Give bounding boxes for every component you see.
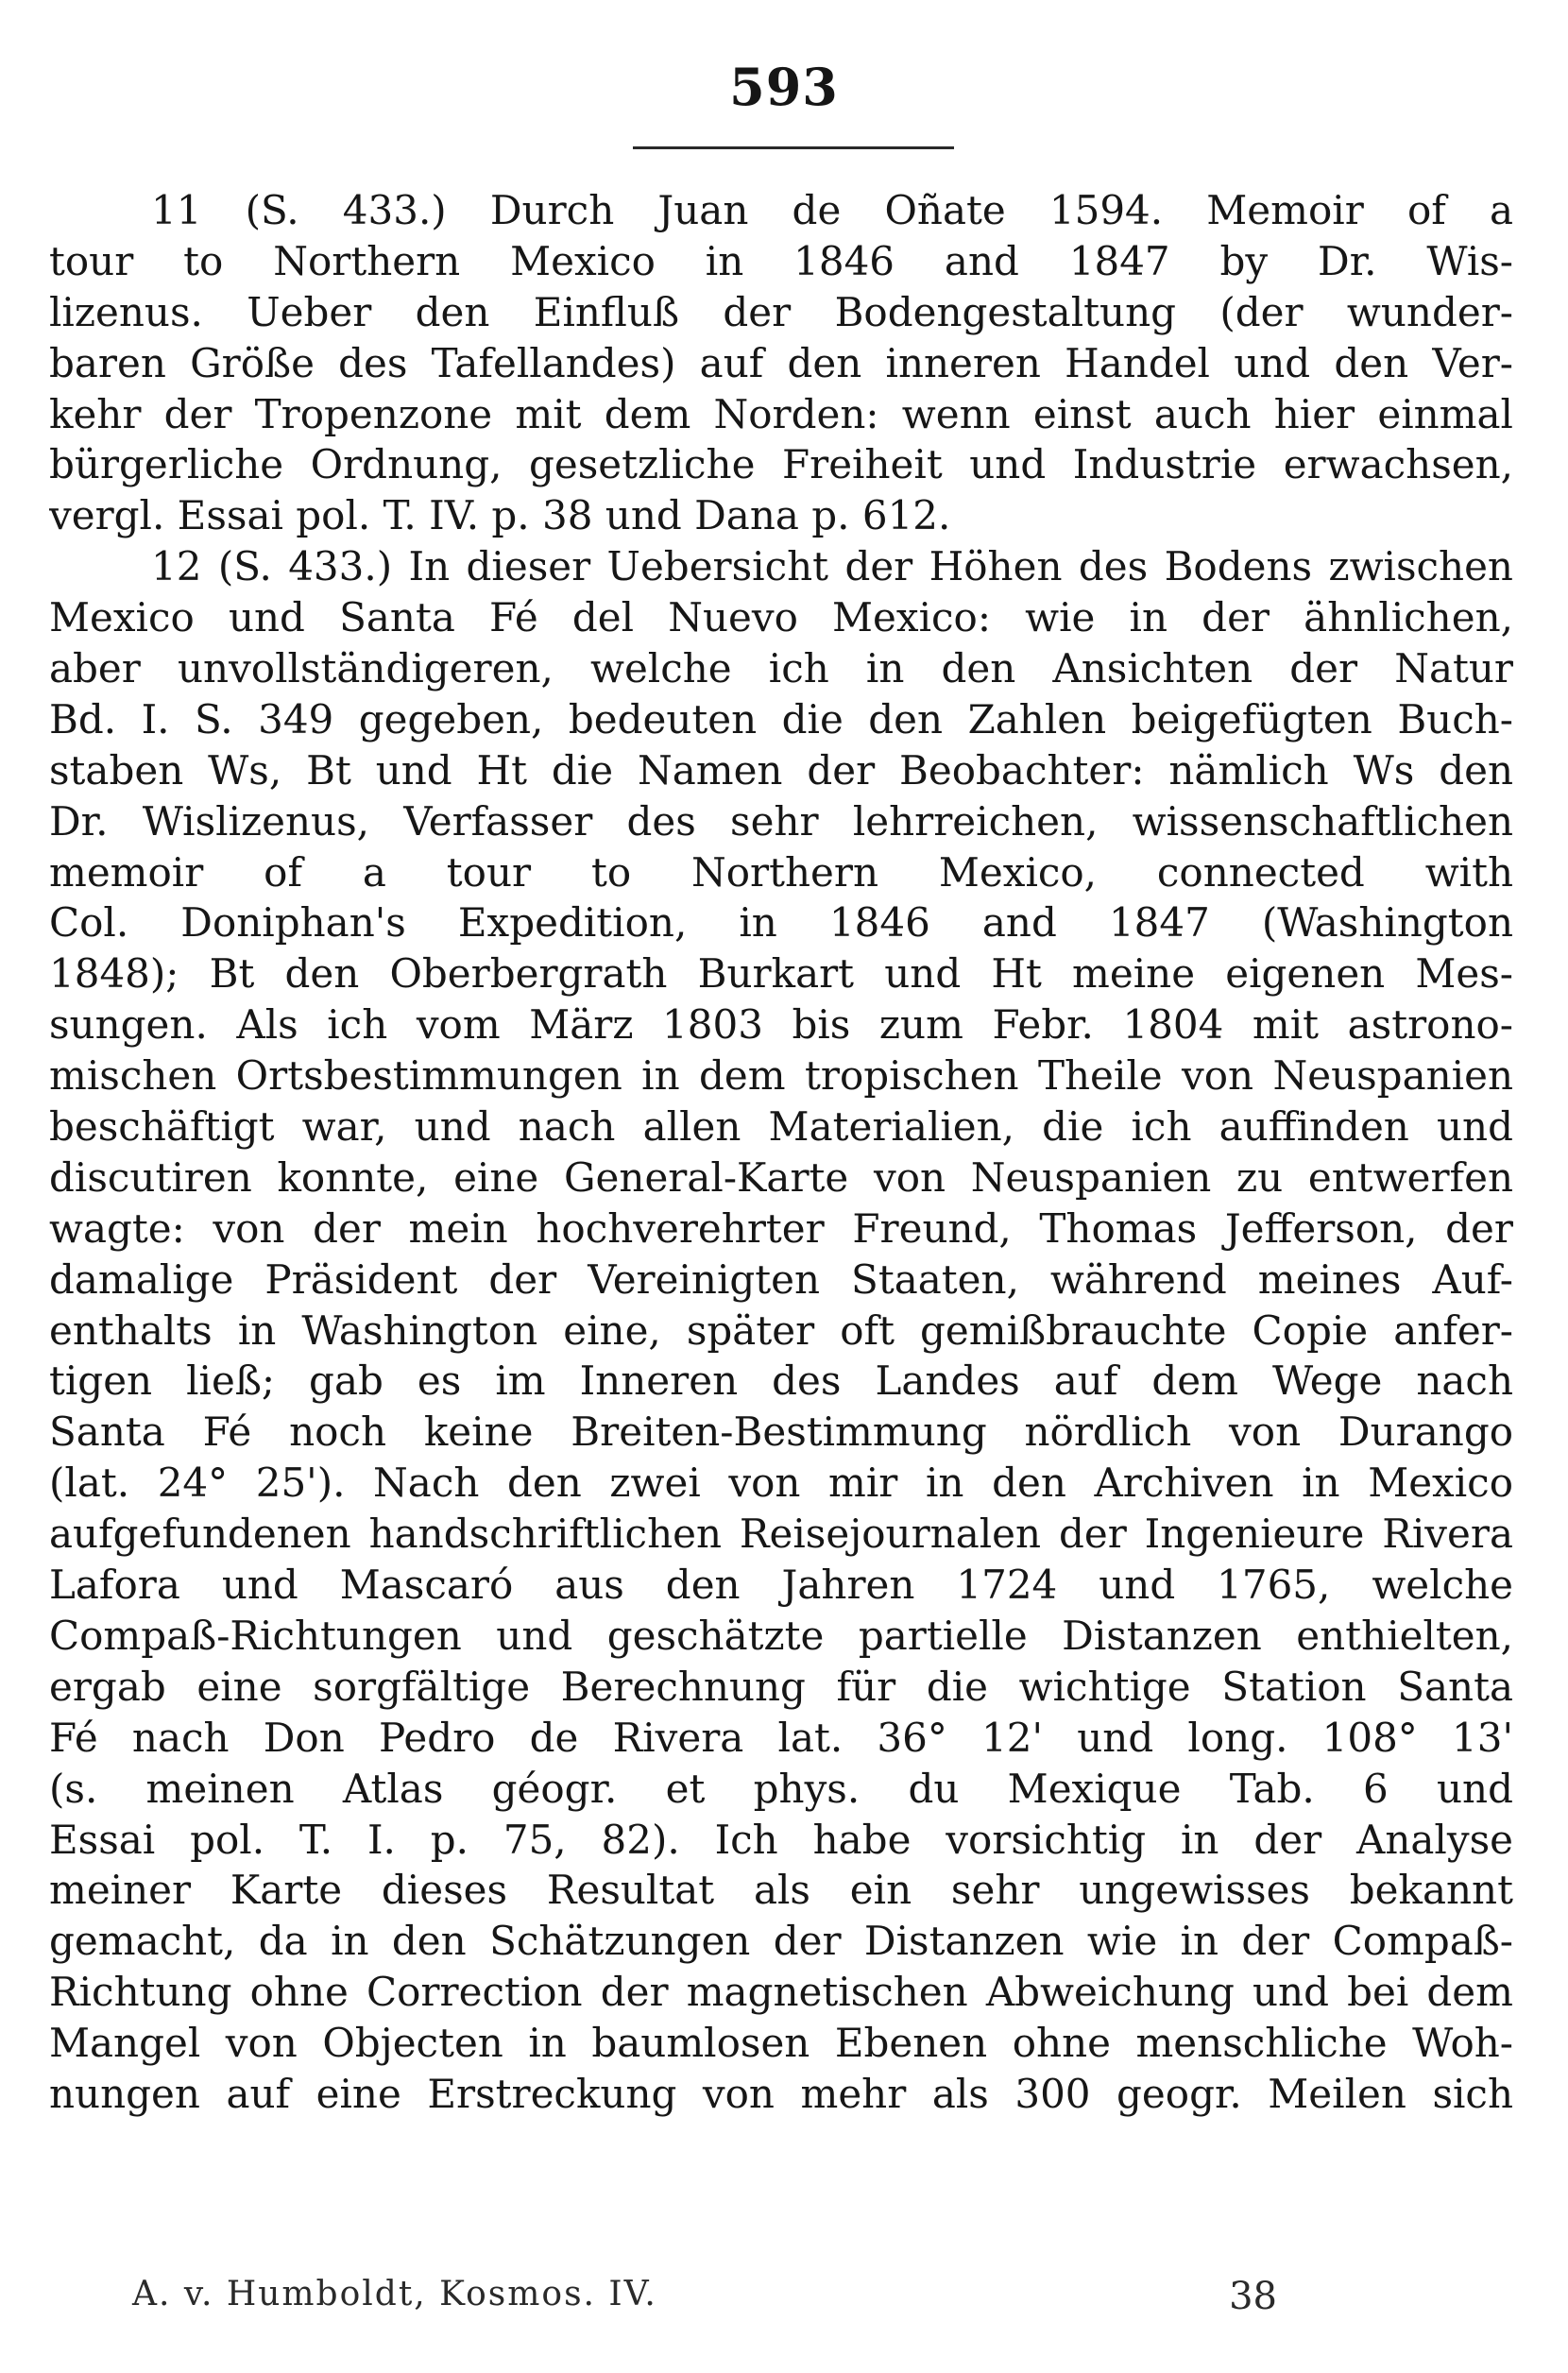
- text-line: meiner Karte dieses Resultat als ein sehr ungewisses bekannt: [49, 1867, 1513, 1914]
- text-line: 11 (S. 433.) Durch Juan de Oñate 1594. Memoir of a: [151, 187, 1513, 233]
- text-line: (lat. 24° 25'). Nach den zwei von mir in den Archiven in Mexico: [49, 1460, 1513, 1507]
- text-line: Essai pol. T. I. p. 75, 82). Ich habe vorsichtig in der Analyse: [49, 1816, 1513, 1863]
- text-line: nungen auf eine Erstreckung von mehr als 300 geogr. Meilen sich: [49, 2070, 1513, 2117]
- footnote-text: [49, 185, 1513, 2120]
- text-line: Compaß-Richtungen und geschätzte partielle Distanzen enthielten,: [49, 1612, 1513, 1659]
- text-line: lizenus. Ueber den Einfluß der Bodengestaltung (der wunder-: [49, 288, 1513, 335]
- text-line: bürgerliche Ordnung, gesetzliche Freiheit und Industrie erwachsen,: [49, 441, 1513, 488]
- text-line: discutiren konnte, eine General-Karte von Neuspanien zu entwerfen: [49, 1153, 1513, 1201]
- text-line: wagte: von der mein hochverehrter Freund, Thomas Jefferson, der: [49, 1204, 1513, 1252]
- text-line: memoir of a tour to Northern Mexico, connected with: [49, 848, 1513, 896]
- text-line: aber unvollständigeren, welche ich in den Ansichten der Natur: [49, 645, 1513, 692]
- text-line: (s. meinen Atlas géogr. et phys. du Mexique Tab. 6 und: [49, 1765, 1513, 1812]
- text-line: staben Ws, Bt und Ht die Namen der Beobachter: nämlich Ws den: [49, 746, 1513, 794]
- text-line: Bd. I. S. 349 gegeben, bedeuten die den Zahlen beigefügten Buch-: [49, 695, 1513, 743]
- text-line: aufgefundenen handschriftlichen Reisejournalen der Ingenieure Rivera: [49, 1511, 1513, 1558]
- text-line: Santa Fé noch keine Breiten-Bestimmung nördlich von Durango: [49, 1408, 1513, 1456]
- text-line: Col. Doniphan's Expedition, in 1846 and 1847 (Washington: [49, 899, 1513, 947]
- text-line: beschäftigt war, und nach allen Materialien, die ich auffinden und: [49, 1103, 1513, 1151]
- header-rule: [633, 146, 954, 149]
- text-line: enthalts in Washington eine, später oft gemißbrauchte Copie anfer-: [49, 1306, 1513, 1354]
- text-line: vergl. Essai pol. T. IV. p. 38 und Dana p. 612.: [49, 492, 951, 539]
- text-line: damalige Präsident der Vereinigten Staaten, während meines Auf-: [49, 1255, 1513, 1303]
- text-line: tigen ließ; gab es im Inneren des Landes auf dem Wege nach: [49, 1357, 1513, 1405]
- page-footer: [49, 2275, 1513, 2331]
- text-line: Dr. Wislizenus, Verfasser des sehr lehrreichen, wissenschaftlichen: [49, 797, 1513, 845]
- page-number: 593: [729, 57, 839, 117]
- text-line: Mangel von Objecten in baumlosen Ebenen ohne menschliche Woh-: [49, 2020, 1513, 2067]
- text-line: Lafora und Mascaró aus den Jahren 1724 und 1765, welche: [49, 1562, 1513, 1609]
- text-line: tour to Northern Mexico in 1846 and 1847 by Dr. Wis-: [49, 237, 1513, 284]
- text-line: mischen Ortsbestimmungen in dem tropischen Theile von Neuspanien: [49, 1052, 1513, 1100]
- text-line: baren Größe des Tafellandes) auf den inneren Handel und den Ver-: [49, 339, 1513, 386]
- text-line: Richtung ohne Correction der magnetischen Abweichung und bei dem: [49, 1969, 1513, 2016]
- text-line: sungen. Als ich vom März 1803 bis zum Febr. 1804 mit astrono-: [49, 1001, 1513, 1049]
- text-line: Mexico und Santa Fé del Nuevo Mexico: wie in der ähnlichen,: [49, 594, 1513, 641]
- text-line: Fé nach Don Pedro de Rivera lat. 36° 12' und long. 108° 13': [49, 1714, 1513, 1761]
- sheet-number: 38: [1229, 2275, 1277, 2318]
- text-line: kehr der Tropenzone mit dem Norden: wenn einst auch hier einmal: [49, 390, 1513, 437]
- text-line: ergab eine sorgfältige Berechnung für die wichtige Station Santa: [49, 1663, 1513, 1710]
- signature-mark: A. v. Humboldt, Kosmos. IV.: [132, 2275, 657, 2313]
- text-line: gemacht, da in den Schätzungen der Distanzen wie in der Compaß-: [49, 1918, 1513, 1965]
- text-line: 1848); Bt den Oberbergrath Burkart und Ht meine eigenen Mes-: [49, 950, 1513, 998]
- text-line: 12 (S. 433.) In dieser Uebersicht der Höhen des Bodens zwischen: [151, 543, 1513, 590]
